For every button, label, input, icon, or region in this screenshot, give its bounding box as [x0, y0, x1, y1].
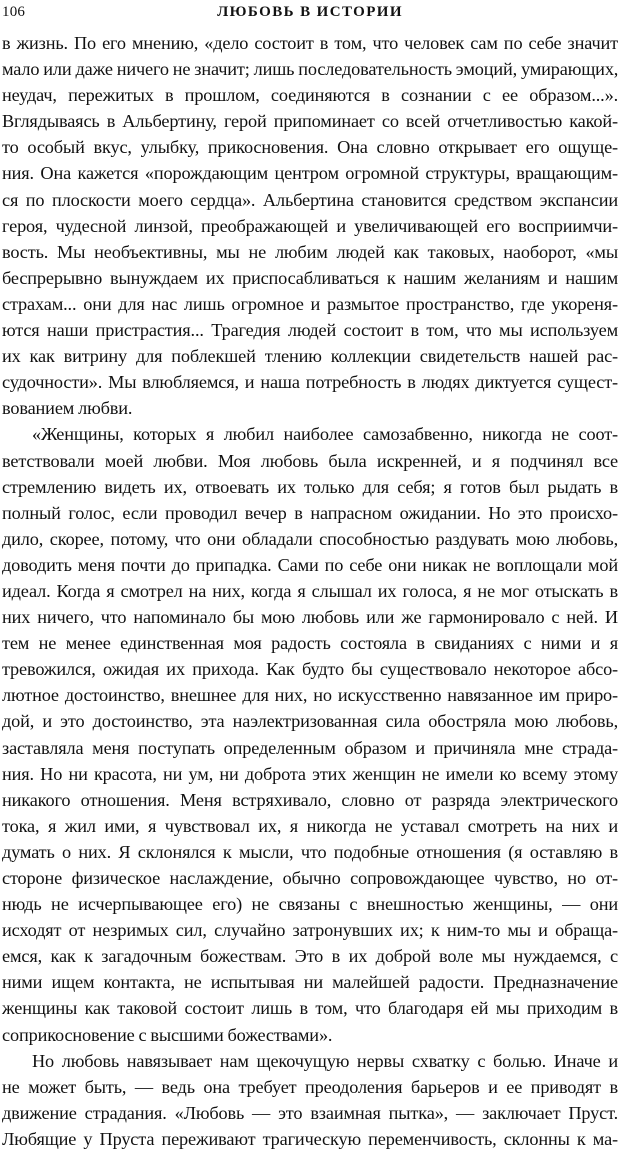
text-line: полный голос, если проводил вечер в напрасном ожидании. Но это происхо-	[2, 502, 618, 523]
text-line: Любящие у Пруста переживают трагическую переменчивость, склонны к ма-	[2, 1128, 618, 1149]
text-line: женщины как таковой состоит лишь в том, что благодаря ей мы приходим в	[2, 998, 618, 1019]
text-line: лютное достоинство, внешнее для них, но искусственно навязанное им приро-	[2, 685, 618, 706]
text-line: неудач, пережитых в прошлом, соединяются в сознании с ее образом...».	[2, 85, 618, 106]
text-line: не может быть, — ведь она требует преодоления барьеров и ее приводят в	[2, 1076, 618, 1097]
text-line: заставляла меня поступать определенным образом и причиняла мне страда-	[2, 737, 618, 758]
running-title: ЛЮБОВЬ В ИСТОРИИ	[217, 4, 403, 20]
text-line: тем не менее единственная моя радость состояла в свиданиях с ними и я	[2, 633, 618, 654]
text-line: их как витрину для поблекшей тлению коллекции свидетельств нашей рас-	[2, 346, 618, 367]
text-line: емся, как к загадочным божествам. Это в их доброй воле мы нуждаемся, с	[2, 946, 618, 967]
text-line: движение страдания. «Любовь — это взаимная пытка», — заключает Пруст.	[2, 1102, 618, 1123]
text-line: Но любовь навязывает нам щекочущую нервы схватку с болью. Иначе и	[32, 1050, 618, 1071]
text-line: стороне физическое наслаждение, обычно сопровождающее чувство, но от-	[2, 868, 618, 888]
text-line: «Женщины, которых я любил наиболее самозабвенно, никогда не соот-	[32, 424, 618, 445]
text-line: соприкосновение с высшими божествами».	[2, 1024, 333, 1045]
text-line: ются наши пристрастия... Трагедия людей состоит в том, что мы используем	[2, 320, 618, 341]
text-line: ветствовали моей любви. Моя любовь была искренней, и я подчинял все	[2, 450, 618, 471]
page-number: 106	[2, 4, 26, 20]
text-line: дило, скорее, потому, что они обладали способностью раздувать мою любовь,	[2, 528, 618, 549]
paragraph	[2, 30, 618, 421]
text-line: беспрерывно вынуждаем их приспосабливаться к нашим желаниям и нашим	[2, 267, 618, 288]
text-line: тока, я жил ими, я чувствовал их, я никогда не уставал смотреть на них и	[2, 815, 618, 836]
text-line: вованием любви.	[2, 398, 133, 419]
text-line: ния. Она кажется «порождающим центром огромной структуры, вращающим-	[2, 163, 618, 184]
text-line: ся по плоскости моего сердца». Альбертина становится средством экспансии	[2, 189, 618, 210]
text-line: в жизнь. По его мнению, «дело состоит в том, что человек сам по себе значит	[2, 33, 618, 53]
page-header	[2, 2, 618, 22]
text-line: мало или даже ничего не значит; лишь последовательность эмоций, умирающих,	[2, 59, 619, 80]
text-line: то особый вкус, улыбку, прикосновения. Она словно открывает его ощуще-	[2, 137, 618, 158]
text-line: ними ищем контакта, не испытывая ни малейшей радости. Предназначение	[2, 972, 618, 993]
text-line: думать о них. Я склонялся к мысли, что подобные отношения (я оставляю в	[2, 841, 618, 862]
paragraph	[2, 421, 618, 1047]
text-line: тревожился, ожидая их прихода. Как будто бы существовало некоторое абсо-	[2, 659, 618, 680]
text-line: них ничего, что напоминало бы мою любовь или же гармонировало с ней. И	[2, 607, 618, 628]
text-line: никакого отношения. Меня встряхивало, словно от разряда электрического	[2, 789, 618, 810]
text-line: дой, и это достоинство, эта наэлектризованная сила обостряла мою любовь,	[2, 711, 618, 732]
text-line: страхам... они для нас лишь огромное и размытое пространство, где укореня-	[2, 293, 618, 314]
text-line: идеал. Когда я смотрел на них, когда я слышал их голоса, я не мог отыскать в	[2, 580, 618, 601]
body-text	[2, 30, 618, 1152]
paragraph	[2, 1048, 618, 1152]
text-line: исходят от незримых сил, случайно затронувших их; к ним-то мы и обраща-	[2, 920, 618, 941]
text-line: стремлению видеть их, отвоевать их только для себя; я готов был рыдать в	[2, 476, 618, 497]
text-line: доводить меня почти до припадка. Сами по себе они никак не воплощали мой	[2, 554, 618, 575]
text-line: судочности». Мы влюбляемся, и наша потребность в людях диктуется сущест-	[2, 372, 618, 393]
text-line: героя, чудесной линзой, преображающей и увеличивающей его восприимчи-	[2, 215, 618, 236]
text-line: вость. Мы необъективны, мы не любим людей как таковых, наоборот, «мы	[2, 241, 618, 262]
text-line: нюдь не исчерпывающее его) не связаны с внешностью женщины, — они	[2, 894, 618, 915]
text-line: ния. Но ни красота, ни ум, ни доброта этих женщин не имели ко всему этому	[2, 763, 618, 784]
text-line: Вглядываясь в Альбертину, герой припоминает со всей отчетливостью какой-	[2, 111, 618, 132]
